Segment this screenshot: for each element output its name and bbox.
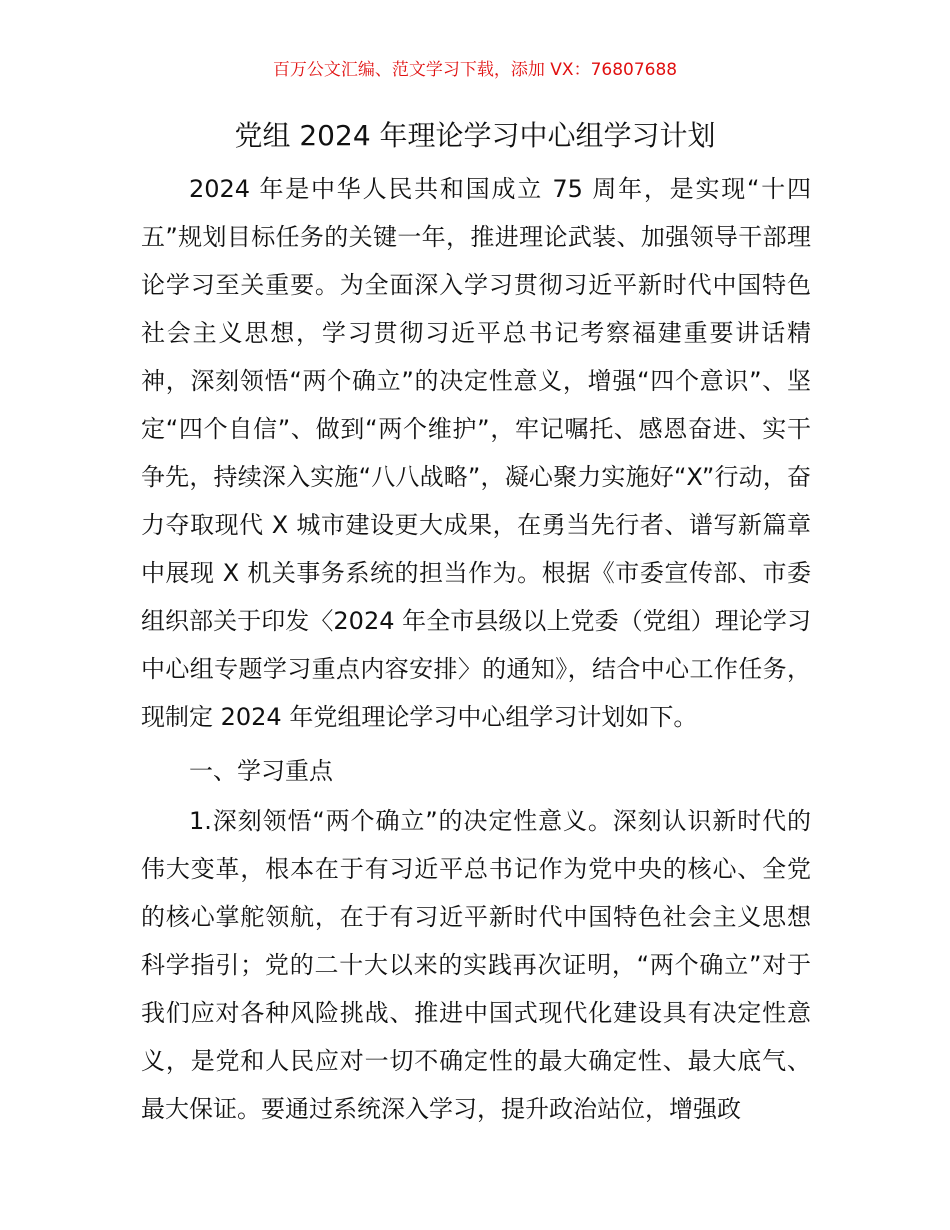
header-note: 百万公文汇编、范文学习下载，添加 VX：76807688 <box>272 60 678 80</box>
paragraph-item-1: 1.深刻领悟“两个确立”的决定性意义。深刻认识新时代的伟大变革，根本在于有习近平总书记作为党中央的核心、全党的核心掌舵领航，在于有习近平新时代中国特色社会主义思想科学指引；党的二十大以来的实践再次证明，“两个确立”对于我们应对各种风险挑战、推进中国式现代化建设具有决定性意义，是党和人民应对一切不确定性的最大确定性、最大底气、最大保证。要通过系统深入学习，提升政治站位，增强政 <box>141 807 811 1123</box>
document-body <box>141 165 811 1133</box>
section-heading: 一、学习重点 <box>189 757 333 785</box>
paragraph-intro: 2024 年是中华人民共和国成立 75 周年，是实现“十四五”规划目标任务的关键一年，推进理论武装、加强领导干部理论学习至关重要。为全面深入学习贯彻习近平新时代中国特色社会主义思想，学习贯彻习近平总书记考察福建重要讲话精神，深刻领悟“两个确立”的决定性意义，增强“四个意识”、坚定“四个自信”、做到“两个维护”，牢记嘱托、感恩奋进、实干争先，持续深入实施“八八战略”，凝心聚力实施好“X”行动，奋力夺取现代 X 城市建设更大成果，在勇当先行者、谱写新篇章中展现 X 机关事务系统的担当作为。根据《市委宣传部、市委组织部关于印发〈2024 年全市县级以上党委（党组）理论学习中心组专题学习重点内容安排〉的通知》，结合中心工作任务，现制定 2024 年党组理论学习中心组学习计划如下。 <box>141 175 811 731</box>
document-title: 党组 2024 年理论学习中心组学习计划 <box>234 119 716 152</box>
